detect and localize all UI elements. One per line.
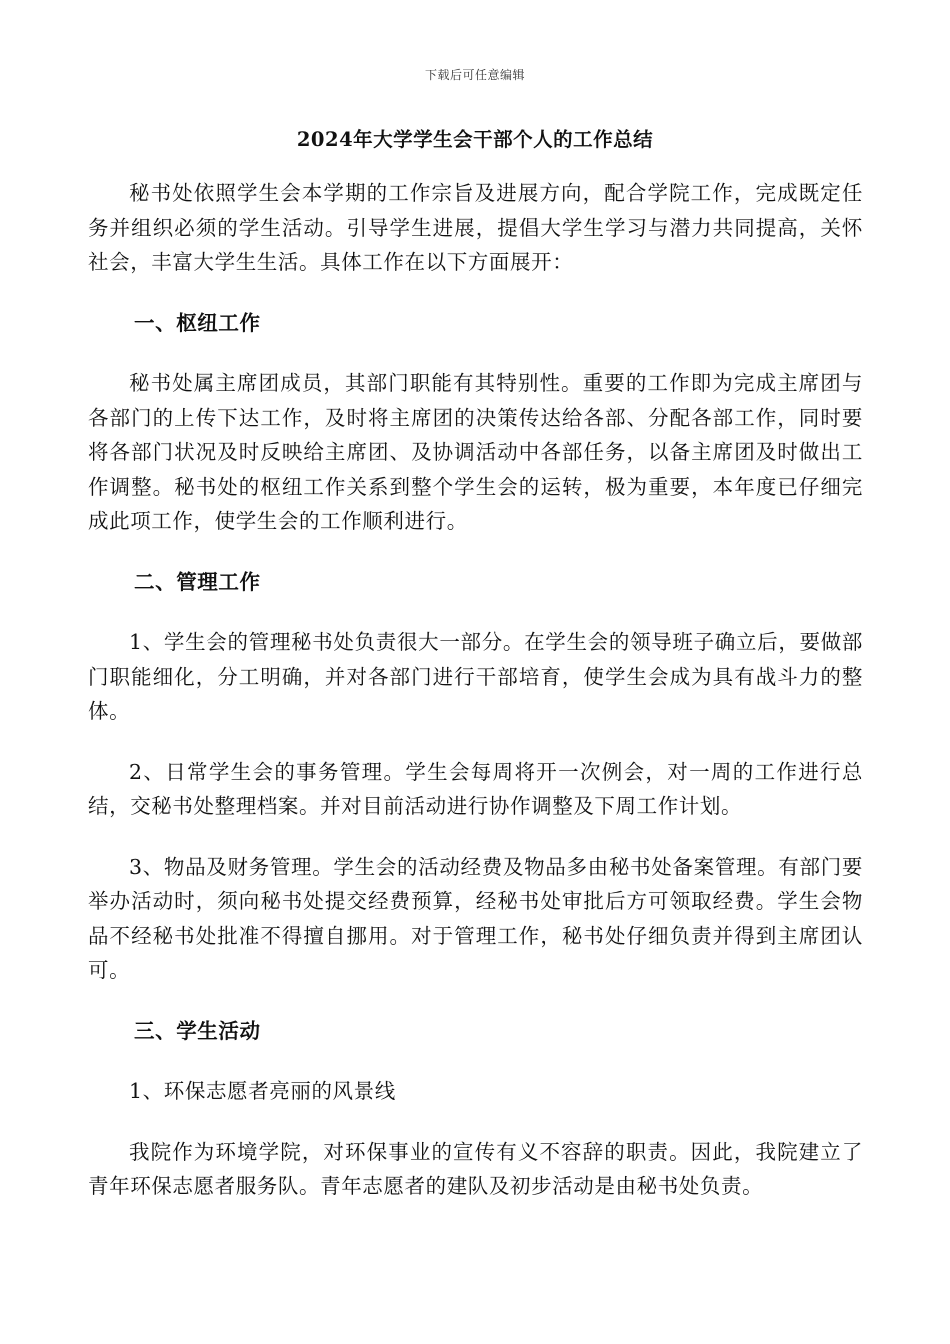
management-paragraph-3: 3、物品及财务管理。学生会的活动经费及物品多由秘书处备案管理。有部门要举办活动时，须向秘书处提交经费预算，经秘书处审批后方可领取经费。学生会物品不经秘书处批准不得擅自挪用。对于管理工作，秘书处仔细负责并得到主席团认可。 <box>88 854 863 982</box>
section-heading-management: 二、管理工作 <box>134 569 261 594</box>
section-heading-activities: 三、学生活动 <box>134 1018 261 1043</box>
hub-paragraph: 秘书处属主席团成员，其部门职能有其特别性。重要的工作即为完成主席团与各部门的上传下达工作，及时将主席团的决策传达给各部、分配各部工作，同时要将各部门状况及时反映给主席团、及协调活动中各部任务，以备主席团及时做出工作调整。秘书处的枢纽工作关系到整个学生会的运转，极为重要，本年度已仔细完成此项工作，使学生会的工作顺利进行。 <box>88 371 863 533</box>
document-title: 2024年大学学生会干部个人的工作总结 <box>296 128 654 151</box>
activities-paragraph: 我院作为环境学院，对环保事业的宣传有义不容辞的职责。因此，我院建立了青年环保志愿者服务队。青年志愿者的建队及初步活动是由秘书处负责。 <box>88 1139 863 1198</box>
document-body <box>88 176 863 1204</box>
management-paragraph-2: 2、日常学生会的事务管理。学生会每周将开一次例会，对一周的工作进行总结，交秘书处整理档案。并对目前活动进行协作调整及下周工作计划。 <box>88 759 863 818</box>
intro-paragraph: 秘书处依照学生会本学期的工作宗旨及进展方向，配合学院工作，完成既定任务并组织必须的学生活动。引导学生进展，提倡大学生学习与潜力共同提高，关怀社会，丰富大学生生活。具体工作在以下方面展开： <box>88 181 863 274</box>
management-paragraph-1: 1、学生会的管理秘书处负责很大一部分。在学生会的领导班子确立后，要做部门职能细化，分工明确，并对各部门进行干部培育，使学生会成为具有战斗力的整体。 <box>88 630 863 723</box>
section-heading-hub: 一、枢纽工作 <box>134 310 261 335</box>
activities-subheading: 1、环保志愿者亮丽的风景线 <box>129 1079 396 1103</box>
header-note: 下载后可任意编辑 <box>424 68 525 82</box>
